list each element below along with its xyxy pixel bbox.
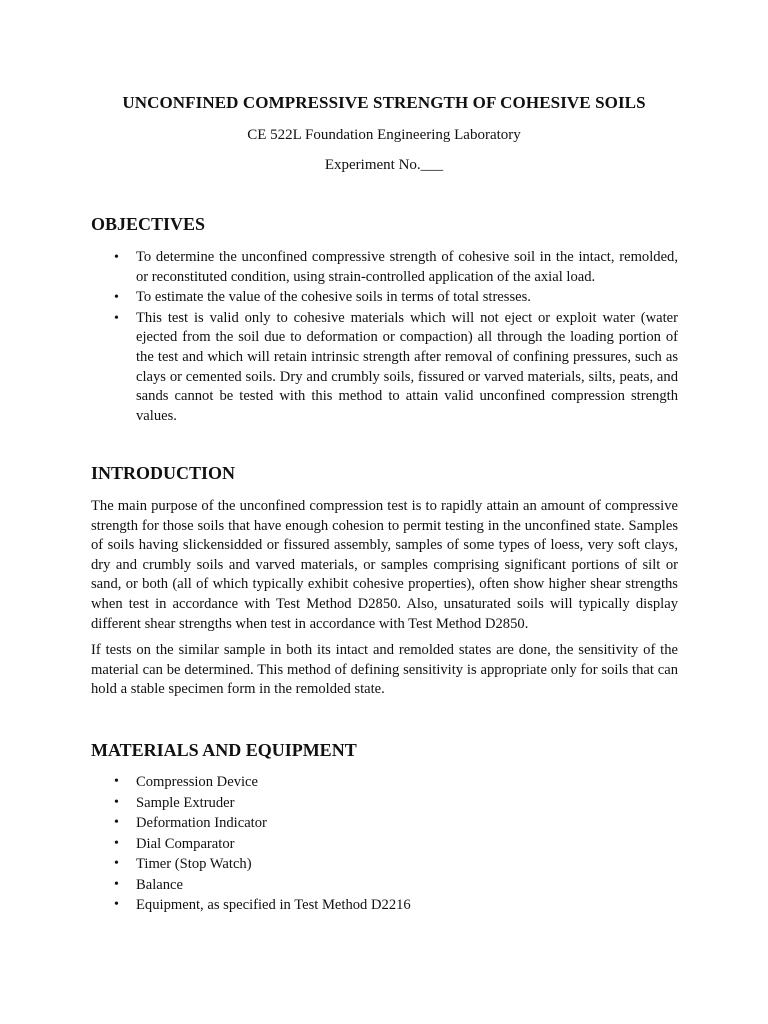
materials-heading: MATERIALS AND EQUIPMENT	[91, 740, 357, 760]
bullet-icon: •	[114, 794, 119, 810]
materials-list	[0, 772, 678, 916]
list-item	[0, 772, 678, 793]
bullet-icon: •	[114, 856, 119, 871]
material-text: Dial Comparator	[136, 835, 235, 852]
bullet-icon: •	[114, 290, 119, 306]
introduction-paragraph: The main purpose of the unconfined compression test is to rapidly attain an amount of compressive strength for those soils that have enough cohesion to permit testing in the unconfined state. Samples of soils having slickensidded or fissured assembly, samples of some types of loess, very soft clays, dry and crumbly soils and varved materials, or samples comprising significant portions of silt or sand, or both (all of which typically exhibit cohesive properties), often show higher shear strengths when test in accordance with Test Method D2850. Also, unsaturated soils will typically display different shear strengths when test in accordance with Test Method D2850.	[91, 498, 678, 632]
material-text: Compression Device	[136, 774, 258, 790]
material-text: Timer (Stop Watch)	[136, 856, 252, 872]
objective-text: To determine the unconfined compressive strength of cohesive soil in the intact, remolded, or reconstituted condition, using strain-controlled application of the axial load.	[136, 249, 678, 285]
bullet-icon: •	[114, 876, 119, 892]
introduction-paragraph: If tests on the similar sample in both its intact and remolded states are done, the sensitivity of the material can be determined. This method of defining sensitivity is appropriate only for soils that can hold a stable specimen form in the remolded state.	[91, 642, 678, 698]
document-title: UNCONFINED COMPRESSIVE STRENGTH OF COHESIVE SOILS	[122, 93, 646, 112]
material-text: Sample Extruder	[136, 794, 235, 811]
list-item	[0, 248, 678, 287]
course-name: CE 522L Foundation Engineering Laboratory	[247, 127, 521, 143]
bullet-icon: •	[114, 815, 119, 830]
objectives-list	[0, 248, 678, 427]
bullet-icon: •	[114, 897, 119, 912]
list-item	[0, 793, 678, 814]
objective-text: To estimate the value of the cohesive soils in terms of total stresses.	[136, 289, 531, 306]
list-item	[0, 813, 678, 834]
bullet-icon: •	[114, 250, 119, 265]
objectives-heading: OBJECTIVES	[91, 214, 206, 234]
list-item	[0, 875, 678, 896]
bullet-icon: •	[114, 835, 119, 851]
introduction-heading: INTRODUCTION	[91, 463, 236, 483]
list-item	[0, 288, 678, 308]
bullet-icon: •	[114, 310, 119, 326]
list-item	[0, 309, 678, 427]
objective-text: This test is valid only to cohesive materials which will not eject or exploit water (water ejected from the soil due to deformation or compaction) all through the loading portion of the test and which will retain intrinsic strength after removal of confining pressures, such as clays or cemented soils. Dry and crumbly soils, fissured or varved materials, silts, peats, and sands cannot be tested with this method to attain valid unconfined compression strength values.	[136, 309, 678, 424]
list-item	[0, 895, 678, 916]
material-text: Balance	[136, 876, 183, 893]
material-text: Equipment, as specified in Test Method D2216	[136, 897, 411, 913]
list-item	[0, 854, 678, 875]
list-item	[0, 834, 678, 855]
experiment-number-label: Experiment No.___	[324, 157, 444, 173]
bullet-icon: •	[114, 774, 119, 789]
material-text: Deformation Indicator	[136, 815, 267, 831]
